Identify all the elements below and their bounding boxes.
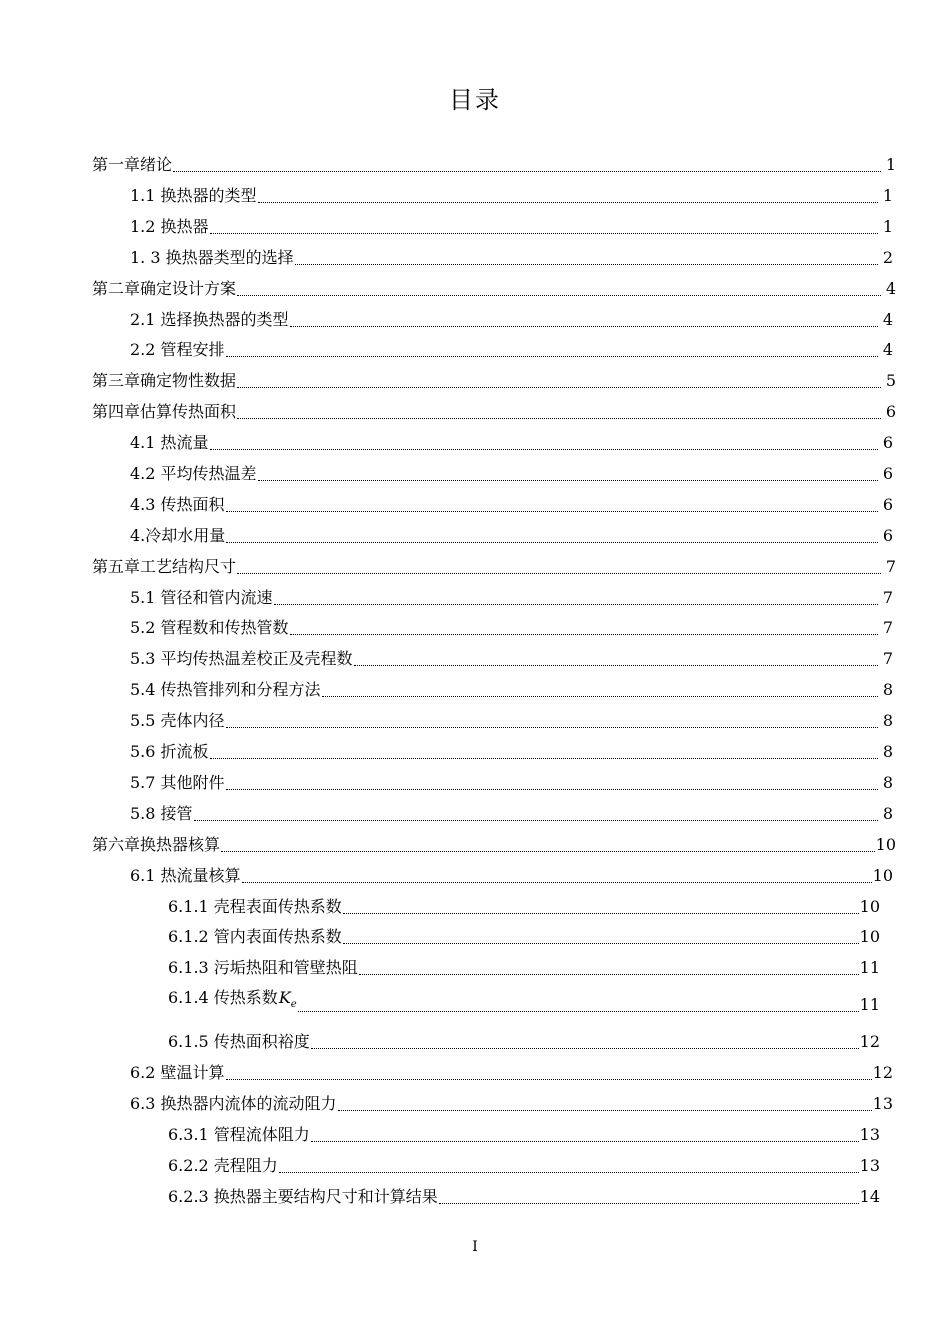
toc-dot-leader: [210, 216, 878, 234]
toc-entry-title: 6.1.4 传热系数$K_e$: [168, 987, 297, 1010]
toc-entry-variable: K: [278, 987, 291, 1007]
toc-entry[interactable]: [92, 401, 896, 423]
toc-entry[interactable]: [130, 648, 893, 670]
toc-entry-page: 6: [882, 464, 893, 483]
toc-entry-title: 1.1 换热器的类型: [130, 186, 257, 205]
toc-dot-leader: [173, 154, 881, 172]
toc-entry-title: 4.2 平均传热温差: [130, 464, 257, 483]
toc-entry-title: 6.3.1 管程流体阻力: [168, 1125, 310, 1144]
toc-entry-title: 6.2 壁温计算: [130, 1063, 225, 1082]
toc-entry[interactable]: [130, 247, 893, 269]
toc-entry-page: 10: [859, 927, 880, 946]
toc-dot-leader: [226, 772, 878, 790]
toc-entry-title: 5.7 其他附件: [130, 773, 225, 792]
toc-entry[interactable]: [130, 432, 893, 454]
toc-dot-leader: [210, 432, 878, 450]
toc-dot-leader: [279, 1155, 859, 1173]
toc-entry-page: 6: [882, 526, 893, 545]
toc-entry-title: 5.6 折流板: [130, 742, 209, 761]
toc-entry-page: 7: [885, 557, 896, 576]
toc-dot-leader: [226, 494, 878, 512]
toc-dot-leader: [311, 1124, 859, 1142]
toc-entry[interactable]: [130, 525, 893, 547]
toc-entry[interactable]: [168, 987, 880, 1016]
toc-entry-page: 2: [882, 248, 893, 267]
toc-entry-subscript: e: [290, 999, 297, 1010]
toc-entry-page: 8: [882, 711, 893, 730]
toc-entry-title: 第五章工艺结构尺寸: [92, 557, 237, 576]
toc-entry-page: 8: [882, 773, 893, 792]
toc-dot-leader: [226, 525, 878, 543]
toc-entry[interactable]: [168, 1155, 880, 1177]
toc-entry-title: 6.3 换热器内流体的流动阻力: [130, 1094, 337, 1113]
toc-dot-leader: [237, 278, 881, 296]
toc-entry-title: 第四章估算传热面积: [92, 402, 237, 421]
toc-entry-title: 4.1 热流量: [130, 433, 209, 452]
toc-dot-leader: [338, 1093, 872, 1111]
toc-entry[interactable]: [130, 772, 893, 794]
toc-dot-leader: [295, 247, 878, 265]
toc-dot-leader: [439, 1186, 859, 1204]
toc-entry-page: 10: [859, 897, 880, 916]
page-title: 目录: [449, 86, 501, 114]
toc-dot-leader: [237, 370, 881, 388]
toc-dot-leader: [226, 339, 878, 357]
page-number: I: [472, 1239, 478, 1255]
toc-entry-page: 6: [885, 402, 896, 421]
toc-entry[interactable]: [168, 1186, 880, 1208]
toc-entry-title: 6.2.3 换热器主要结构尺寸和计算结果: [168, 1187, 438, 1206]
toc-entry-title: 第六章换热器核算: [92, 835, 221, 854]
toc-dot-leader: [226, 1062, 872, 1080]
toc-entry[interactable]: [130, 309, 893, 331]
toc-dot-leader: [210, 741, 878, 759]
toc-entry[interactable]: [130, 185, 893, 207]
toc-entry[interactable]: [92, 370, 896, 392]
toc-entry-title: 2.1 选择换热器的类型: [130, 310, 289, 329]
toc-dot-leader: [322, 679, 878, 697]
toc-entry-title: 1. 3 换热器类型的选择: [130, 248, 294, 267]
toc-dot-leader: [290, 617, 878, 635]
toc-entry[interactable]: [92, 154, 896, 176]
toc-dot-leader: [242, 865, 872, 883]
toc-entry-page: 4: [882, 340, 893, 359]
toc-entry-page: 8: [882, 804, 893, 823]
toc-entry-page: 10: [872, 866, 893, 885]
toc-entry-title: 5.2 管程数和传热管数: [130, 618, 289, 637]
toc-entry[interactable]: [92, 556, 896, 578]
toc-entry[interactable]: [130, 1093, 893, 1115]
toc-entry-page: 1: [882, 186, 893, 205]
toc-entry-page: 7: [882, 649, 893, 668]
toc-entry-page: 4: [882, 310, 893, 329]
toc-entry-title: 6.1.2 管内表面传热系数: [168, 927, 342, 946]
toc-dot-leader: [221, 834, 875, 852]
toc-entry-page: 1: [885, 155, 896, 174]
toc-entry[interactable]: [92, 278, 896, 300]
toc-dot-leader: [298, 994, 859, 1012]
toc-dot-leader: [194, 803, 878, 821]
toc-entry-page: 12: [859, 1032, 880, 1051]
toc-entry[interactable]: [168, 896, 880, 918]
toc-entry-title: 5.1 管径和管内流速: [130, 588, 273, 607]
toc-entry[interactable]: [130, 803, 893, 825]
toc-entry-page: 5: [885, 371, 896, 390]
toc-entry[interactable]: [168, 1124, 880, 1146]
toc-entry-page: 10: [875, 835, 896, 854]
toc-entry-title: 第一章绪论: [92, 155, 173, 174]
toc-entry[interactable]: [130, 617, 893, 639]
toc-entry-title: 6.1 热流量核算: [130, 866, 241, 885]
toc-entry[interactable]: [92, 834, 896, 856]
toc-entry-page: 14: [859, 1187, 880, 1206]
toc-entry[interactable]: [130, 741, 893, 763]
toc-entry-page: 13: [872, 1094, 893, 1113]
toc-entry[interactable]: [168, 957, 880, 979]
toc-entry-title: 5.3 平均传热温差校正及壳程数: [130, 649, 353, 668]
toc-entry[interactable]: [130, 865, 893, 887]
toc-entry-page: 1: [882, 217, 893, 236]
toc-entry-title: 1.2 换热器: [130, 217, 209, 236]
toc-dot-leader: [343, 926, 859, 944]
toc-entry-title: 第二章确定设计方案: [92, 279, 237, 298]
toc-entry-title: 6.2.2 壳程阻力: [168, 1156, 278, 1175]
toc-entry[interactable]: [130, 216, 893, 238]
toc-entry-page: 8: [882, 742, 893, 761]
toc-dot-leader: [359, 957, 859, 975]
toc-entry[interactable]: [130, 710, 893, 732]
toc-entry[interactable]: [130, 587, 893, 609]
toc-entry-page: 6: [882, 433, 893, 452]
toc-entry-title: 4.3 传热面积: [130, 495, 225, 514]
toc-dot-leader: [237, 556, 881, 574]
toc-dot-leader: [237, 401, 881, 419]
toc-entry[interactable]: [130, 679, 893, 701]
toc-entry-page: 13: [859, 1156, 880, 1175]
toc-entry[interactable]: [130, 494, 893, 516]
toc-entry[interactable]: [168, 926, 880, 948]
toc-entry-page: 12: [872, 1063, 893, 1082]
toc-entry-page: 13: [859, 1125, 880, 1144]
toc-entry-page: 11: [859, 958, 880, 977]
toc-entry[interactable]: [130, 463, 893, 485]
toc-dot-leader: [354, 648, 878, 666]
toc-entry-page: 8: [882, 680, 893, 699]
toc-entry-page: 6: [882, 495, 893, 514]
toc-entry-title: 6.1.1 壳程表面传热系数: [168, 897, 342, 916]
toc-entry[interactable]: [130, 1062, 893, 1084]
toc-dot-leader: [343, 896, 859, 914]
toc-entry-title: 4.冷却水用量: [130, 526, 226, 545]
toc-entry[interactable]: [130, 339, 893, 361]
toc-entry-page: 11: [859, 995, 880, 1014]
toc-dot-leader: [274, 587, 878, 605]
toc-entry-title: 第三章确定物性数据: [92, 371, 237, 390]
toc-entry-title: 5.8 接管: [130, 804, 193, 823]
toc-entry-page: 7: [882, 618, 893, 637]
toc-entry-title: 5.4 传热管排列和分程方法: [130, 680, 321, 699]
toc-entry-title: 5.5 壳体内径: [130, 711, 225, 730]
toc-entry-title: 6.1.5 传热面积裕度: [168, 1032, 310, 1051]
toc-dot-leader: [290, 309, 878, 327]
toc-entry-title: 2.2 管程安排: [130, 340, 225, 359]
toc-dot-leader: [226, 710, 878, 728]
toc-dot-leader: [311, 1031, 859, 1049]
toc-entry-title: 6.1.3 污垢热阻和管壁热阻: [168, 958, 358, 977]
toc-entry-page: 4: [885, 279, 896, 298]
toc-entry[interactable]: [168, 1031, 880, 1053]
toc-dot-leader: [258, 185, 878, 203]
toc-entry-page: 7: [882, 588, 893, 607]
toc-dot-leader: [258, 463, 878, 481]
